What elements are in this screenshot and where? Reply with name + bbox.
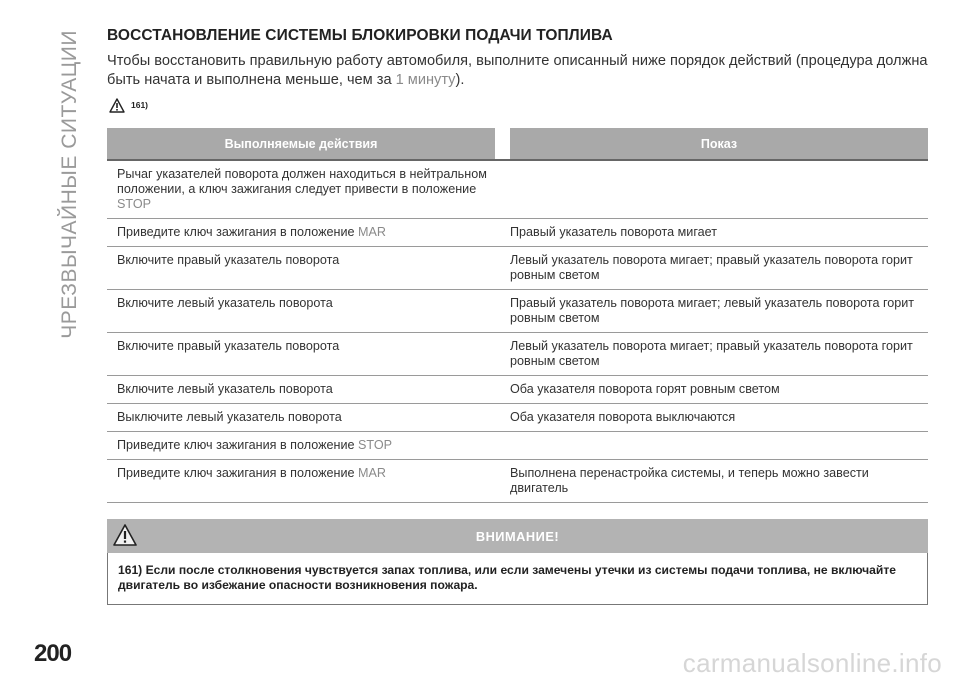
footer-watermark: carmanualsonline.info	[682, 648, 942, 678]
action-text: Включите правый указатель поворота	[117, 253, 340, 267]
action-position-value: MAR	[357, 225, 386, 239]
display-cell	[510, 432, 928, 459]
warning-title: ВНИМАНИЕ!	[475, 528, 560, 544]
warning-reference-number: 161)	[131, 100, 149, 110]
display-cell	[510, 161, 928, 218]
action-text: Включите правый указатель поворота	[117, 339, 340, 353]
table-row	[107, 219, 928, 247]
action-cell	[107, 219, 510, 246]
action-text: Включите левый указатель поворота	[117, 382, 333, 396]
section-side-title	[52, 30, 88, 360]
action-text: Приведите ключ зажигания в положение	[117, 225, 358, 239]
warning-triangle-icon	[109, 98, 125, 113]
table-row	[107, 376, 928, 404]
display-cell: Левый указатель поворота мигает; правый указатель поворота горит ровным светом	[510, 253, 913, 282]
action-cell	[107, 333, 510, 375]
action-position-value: STOP	[117, 197, 152, 211]
display-cell: Выполнена перенастройка системы, и теперь можно завести двигатель	[510, 466, 869, 495]
header-actions: Выполняемые действия	[107, 128, 495, 159]
table-body	[107, 161, 928, 503]
table-row	[107, 161, 928, 219]
warning-text: 161) Если после столкновения чувствуется запах топлива, или если замечены утечки из системы подачи топлива, не включайте двигатель во избежание опасности возникновения пожара.	[107, 553, 928, 605]
display-cell: Правый указатель поворота мигает; левый указатель поворота горит ровным светом	[510, 296, 915, 325]
table-row	[107, 432, 928, 460]
action-text: Выключите левый указатель поворота	[117, 410, 342, 424]
header-display: Показ	[510, 128, 928, 159]
page-content	[107, 27, 928, 605]
display-cell: Оба указателя поворота горят ровным светом	[510, 382, 780, 396]
action-text: Включите левый указатель поворота	[117, 296, 333, 310]
action-text: Приведите ключ зажигания в положение	[117, 438, 358, 452]
procedure-table	[107, 128, 928, 503]
action-position-value: STOP	[357, 438, 393, 452]
section-side-title-text: ЧРЕЗВЫЧАЙНЫЕ СИТУАЦИИ	[58, 30, 81, 339]
table-header	[107, 128, 928, 159]
intro-text-before: Чтобы восстановить правильную работу автомобиля, выполните описанный ниже порядок действий (процедура должна быть начата и выполнена меньше, чем за	[107, 53, 928, 88]
warning-triangle-icon	[113, 524, 137, 546]
page-number: 200	[34, 640, 72, 667]
intro-paragraph	[107, 52, 928, 90]
action-cell	[107, 247, 510, 289]
display-cell: Оба указателя поворота выключаются	[510, 410, 736, 424]
action-cell	[107, 432, 510, 459]
display-cell: Левый указатель поворота мигает; правый указатель поворота горит ровным светом	[510, 339, 913, 368]
warning-box	[107, 519, 928, 605]
action-position-value: MAR	[357, 466, 386, 480]
table-row	[107, 247, 928, 290]
table-row	[107, 404, 928, 432]
action-cell	[107, 404, 510, 431]
action-text: Приведите ключ зажигания в положение	[117, 466, 358, 480]
warning-header	[107, 519, 928, 553]
intro-highlight: 1 минуту	[395, 72, 456, 88]
table-row	[107, 460, 928, 503]
action-cell	[107, 290, 510, 332]
table-row	[107, 290, 928, 333]
page-heading: ВОССТАНОВЛЕНИЕ СИСТЕМЫ БЛОКИРОВКИ ПОДАЧИ ТОПЛИВА	[107, 27, 613, 44]
action-text: Рычаг указателей поворота должен находиться в нейтральном положении, а ключ зажигания следует привести в положение	[117, 167, 487, 196]
warning-reference	[107, 96, 928, 114]
intro-text-after: ).	[455, 72, 465, 88]
table-row	[107, 333, 928, 376]
action-cell	[107, 376, 510, 403]
action-cell	[107, 161, 510, 218]
action-cell	[107, 460, 510, 502]
display-cell: Правый указатель поворота мигает	[510, 225, 718, 239]
